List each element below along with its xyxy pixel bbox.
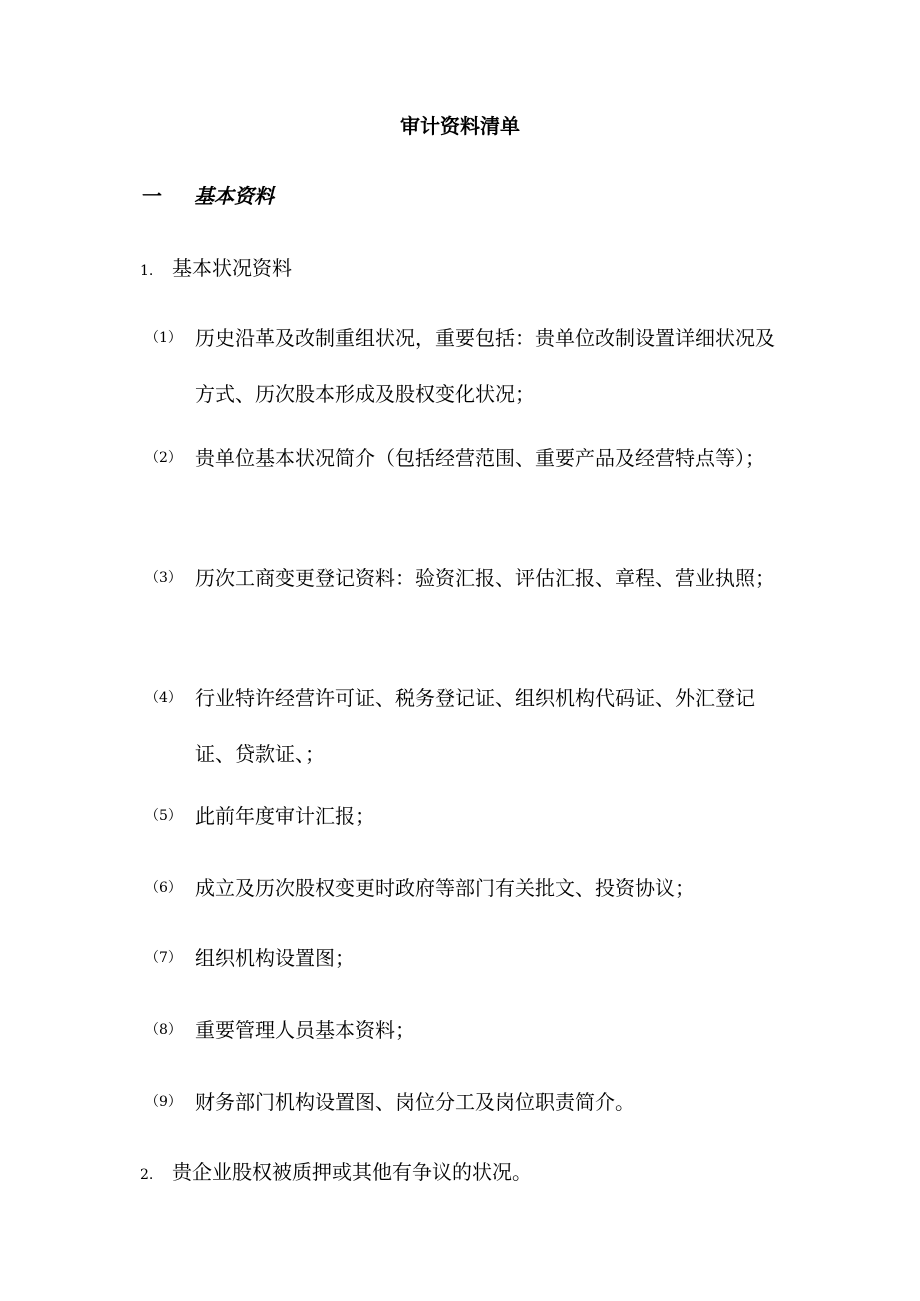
- item-number: （6）: [145, 880, 182, 896]
- item-number: （7）: [145, 950, 182, 966]
- subsection-2: [140, 1158, 532, 1189]
- item-number: （1）: [145, 330, 182, 346]
- item-number: （8）: [145, 1022, 182, 1038]
- list-item-3: [145, 550, 790, 606]
- document-title: 审计资料清单: [400, 114, 520, 138]
- subsection-number: 1.: [140, 263, 154, 279]
- item-text: 成立及历次股权变更时政府等部门有关批文、投资协议；: [195, 876, 695, 900]
- list-item-6: [145, 860, 790, 916]
- list-item-7: [145, 930, 790, 986]
- item-text: 行业特许经营许可证、税务登记证、组织机构代码证、外汇登记证、贷款证、；: [195, 686, 755, 766]
- item-text: 重要管理人员基本资料；: [195, 1018, 415, 1042]
- item-text: 财务部门机构设置图、岗位分工及岗位职责简介。: [195, 1090, 635, 1114]
- item-number: （4）: [145, 690, 182, 706]
- section-title: 基本资料: [194, 184, 274, 208]
- item-number: （9）: [145, 1094, 182, 1110]
- item-text: 此前年度审计汇报；: [195, 804, 375, 828]
- list-item-4: [145, 670, 790, 782]
- subsection-title: 基本状况资料: [172, 256, 292, 280]
- item-text: 组织机构设置图；: [195, 946, 355, 970]
- subsection-1: [140, 254, 292, 285]
- item-text: 贵单位基本状况简介（包括经营范围、重要产品及经营特点等）；: [195, 446, 765, 470]
- item-text: 历史沿革及改制重组状况，重要包括：贵单位改制设置详细状况及方式、历次股本形成及股权变化状况；: [195, 326, 775, 406]
- subsection-title: 贵企业股权被质押或其他有争议的状况。: [172, 1160, 532, 1184]
- list-item-2: [145, 430, 790, 486]
- list-item-9: [145, 1074, 790, 1130]
- list-item-5: [145, 788, 790, 844]
- item-text: 历次工商变更登记资料：验资汇报、评估汇报、章程、营业执照；: [195, 566, 775, 590]
- section-number: 一: [142, 184, 162, 208]
- section-heading: [142, 182, 274, 210]
- item-number: （2）: [145, 450, 182, 466]
- item-number: （5）: [145, 808, 182, 824]
- list-item-1: [145, 310, 790, 422]
- item-number: （3）: [145, 570, 182, 586]
- subsection-number: 2.: [140, 1167, 154, 1183]
- list-item-8: [145, 1002, 790, 1058]
